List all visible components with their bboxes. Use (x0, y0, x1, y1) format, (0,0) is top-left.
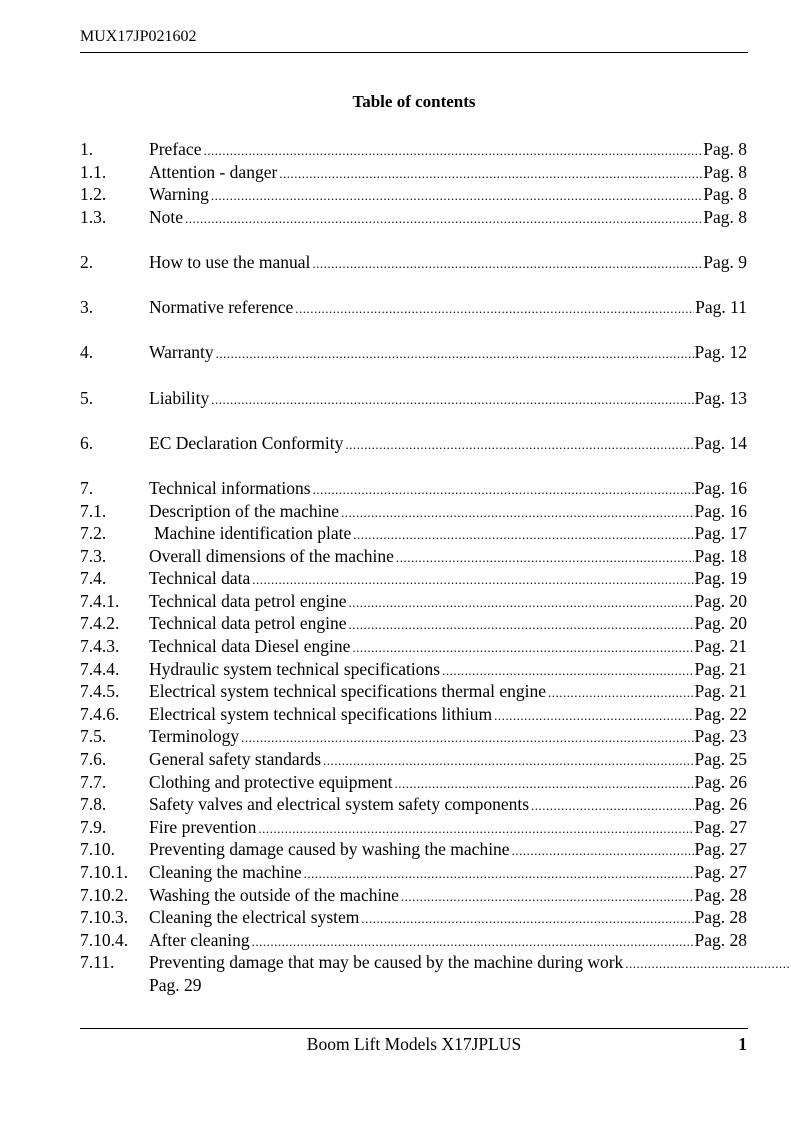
toc-entry[interactable] (80, 861, 747, 884)
toc-entry-page: Pag. 26 (694, 794, 747, 815)
toc-entry-number: 7.9. (80, 816, 107, 837)
toc-entry-number: 7.10.3. (80, 907, 129, 928)
toc-entry-number: 7.4.5. (80, 681, 120, 702)
toc-entry[interactable] (80, 658, 747, 681)
toc-entry[interactable] (80, 612, 747, 635)
toc-leader-dots (323, 750, 693, 773)
toc-entry-page: Pag. 9 (703, 251, 747, 272)
toc-entry-page: Pag. 27 (694, 816, 747, 837)
toc-entry-title: Normative reference (149, 297, 294, 318)
toc-entry-title: Note (149, 206, 184, 227)
toc-leader-dots (531, 795, 693, 818)
toc-leader-dots (258, 818, 693, 841)
toc-entry-title: Cleaning the electrical system (149, 907, 360, 928)
toc-entry-page: Pag. 28 (694, 929, 747, 950)
toc-entry[interactable] (80, 545, 747, 568)
toc-entry[interactable] (80, 387, 747, 410)
footer-rule (80, 1028, 748, 1029)
header-rule (80, 52, 748, 53)
toc-entry-page: Pag. 17 (694, 523, 747, 544)
toc-entry-page: Pag. 8 (703, 161, 747, 182)
table-of-contents (80, 138, 747, 997)
toc-entry-title: EC Declaration Conformity (149, 432, 344, 453)
toc-entry-page: Pag. 8 (703, 184, 747, 205)
toc-entry[interactable] (80, 793, 747, 816)
toc-leader-dots (241, 727, 693, 750)
toc-entry-number: 7.10.4. (80, 929, 129, 950)
toc-entry-title: Warranty (149, 342, 214, 363)
toc-entry[interactable] (80, 951, 747, 996)
toc-leader-dots (353, 524, 693, 547)
toc-leader-dots (401, 886, 694, 909)
toc-leader-dots (361, 908, 693, 931)
toc-entry-page: Pag. 28 (694, 884, 747, 905)
toc-entry-number: 7.4.1. (80, 590, 120, 611)
toc-leader-dots (494, 705, 693, 728)
toc-entry-page: Pag. 27 (694, 862, 747, 882)
toc-entry-number: 7.3. (80, 545, 107, 566)
toc-entry-title: Clothing and protective equipment (149, 771, 393, 792)
toc-leader-dots (349, 614, 694, 637)
toc-entry-title: Preface (149, 139, 202, 159)
toc-entry-number: 7.10. (80, 839, 115, 860)
toc-leader-dots (185, 208, 702, 231)
toc-leader-dots (211, 185, 702, 208)
toc-entry-title: Hydraulic system technical specifications (149, 658, 441, 679)
toc-entry[interactable] (80, 635, 747, 658)
toc-leader-dots (352, 637, 693, 660)
toc-leader-dots (395, 773, 694, 796)
toc-leader-dots (442, 660, 693, 683)
toc-entry[interactable] (80, 341, 747, 364)
toc-leader-dots (313, 479, 694, 502)
toc-entry-title: Warning (149, 184, 209, 205)
toc-leader-dots (548, 682, 694, 705)
toc-entry-title: Technical informations (149, 477, 311, 498)
toc-leader-dots (252, 569, 693, 592)
toc-entry-page: Pag. 21 (694, 658, 747, 679)
toc-entry[interactable] (80, 725, 747, 748)
toc-entry-number: 2. (80, 251, 94, 272)
toc-entry-page: Pag. 14 (694, 432, 747, 453)
page-title: Table of contents (352, 92, 476, 111)
toc-entry-page: Pag. 8 (703, 206, 747, 227)
toc-entry-number: 7.6. (80, 749, 107, 770)
toc-entry-number: 7.4. (80, 568, 107, 589)
footer-title: Boom Lift Models X17JPLUS (306, 1034, 522, 1054)
toc-entry-title: Technical data petrol engine (149, 590, 347, 611)
toc-entry-page: Pag. 28 (694, 907, 747, 928)
toc-entry-page: Pag. 26 (694, 771, 747, 792)
toc-leader-dots (512, 840, 694, 863)
toc-entry-number: 7.2. (80, 523, 107, 544)
toc-entry-page: Pag. 20 (694, 590, 747, 611)
toc-entry-page: Pag. 16 (694, 477, 747, 498)
toc-entry-number: 6. (80, 432, 94, 453)
toc-entry[interactable] (80, 567, 747, 590)
toc-leader-dots (625, 953, 791, 976)
toc-leader-dots (203, 140, 702, 163)
toc-entry-number: 1. (80, 139, 94, 159)
toc-entry[interactable] (80, 703, 747, 726)
toc-entry-page: Pag. 22 (694, 703, 747, 724)
toc-entry-number: 1.3. (80, 206, 107, 227)
toc-entry-page: Pag. 23 (694, 726, 747, 747)
toc-entry-page: Pag. 21 (694, 681, 747, 702)
toc-entry[interactable] (80, 206, 747, 229)
toc-entry-number: 7.8. (80, 794, 107, 815)
toc-entry-page: Pag. 25 (694, 749, 747, 770)
toc-entry[interactable] (80, 477, 747, 500)
toc-entry-page: Pag. 20 (694, 613, 747, 634)
toc-leader-dots (304, 863, 694, 886)
toc-leader-dots (295, 298, 694, 321)
toc-entry-number: 7.10.2. (80, 884, 129, 905)
toc-entry[interactable] (80, 816, 747, 839)
toc-entry-page: Pag. 18 (694, 545, 747, 566)
toc-entry-page: Pag. 11 (695, 297, 747, 318)
document-code: MUX17JP021602 (80, 28, 197, 45)
toc-entry-title: Electrical system technical specifications lithium (149, 703, 493, 724)
toc-entry-page: Pag. 8 (703, 139, 747, 159)
toc-entry[interactable] (80, 161, 747, 184)
toc-entry-title: Technical data Diesel engine (149, 636, 351, 657)
toc-entry-title: Machine identification plate (154, 523, 352, 544)
toc-entry[interactable] (80, 296, 747, 319)
toc-entry-number: 7.4.2. (80, 613, 120, 634)
toc-entry[interactable] (80, 884, 747, 907)
toc-entry-title: Terminology (149, 726, 240, 747)
toc-entry[interactable] (80, 183, 747, 206)
toc-entry-number: 1.1. (80, 161, 107, 182)
toc-entry-number: 3. (80, 297, 94, 318)
toc-entry[interactable] (80, 251, 747, 274)
toc-leader-dots (216, 343, 694, 366)
toc-entry-title: Liability (149, 387, 210, 408)
toc-leader-dots (211, 389, 693, 412)
toc-entry-number: 7.4.4. (80, 658, 120, 679)
toc-entry-title: Preventing damage that may be caused by the machine during work (149, 952, 624, 973)
toc-entry-page: Pag. 12 (694, 342, 747, 363)
toc-leader-dots (252, 931, 694, 954)
toc-entry-title: Safety valves and electrical system safety components (149, 794, 530, 815)
toc-entry[interactable] (80, 680, 747, 703)
toc-entry-title: Attention - danger (149, 161, 278, 182)
toc-entry-title: Technical data (149, 568, 251, 589)
toc-entry-page: Pag. 29 (149, 974, 202, 995)
footer-page-number: 1 (738, 1034, 747, 1054)
toc-leader-dots (279, 163, 702, 186)
toc-entry-title: Fire prevention (149, 816, 257, 837)
toc-entry-title: Washing the outside of the machine (149, 884, 399, 905)
toc-entry[interactable] (80, 771, 747, 794)
toc-entry-number: 4. (80, 342, 94, 363)
toc-leader-dots (396, 547, 694, 570)
toc-leader-dots (349, 592, 694, 615)
toc-entry[interactable] (80, 838, 747, 861)
toc-entry-number: 7.10.1. (80, 862, 129, 882)
toc-entry-number: 1.2. (80, 184, 107, 205)
toc-entry[interactable] (80, 748, 747, 771)
toc-entry[interactable] (80, 432, 747, 455)
toc-entry[interactable] (80, 929, 747, 952)
toc-entry-title: Description of the machine (149, 500, 340, 521)
toc-leader-dots (341, 502, 693, 525)
toc-entry-page: Pag. 21 (694, 636, 747, 657)
toc-entry[interactable] (80, 500, 747, 523)
toc-entry-number: 7.11. (80, 952, 115, 973)
toc-entry[interactable] (80, 906, 747, 929)
toc-entry-page: Pag. 16 (694, 500, 747, 521)
toc-entry[interactable] (80, 138, 747, 161)
toc-entry-title: Electrical system technical specifications thermal engine (149, 681, 546, 702)
toc-entry-page: Pag. 27 (694, 839, 747, 860)
toc-entry-number: 7.1. (80, 500, 107, 521)
toc-entry[interactable] (80, 590, 747, 613)
toc-entry-title: Overall dimensions of the machine (149, 545, 394, 566)
toc-entry-page: Pag. 19 (694, 568, 747, 589)
toc-entry-page: Pag. 13 (694, 387, 747, 408)
toc-entry-number: 7.4.3. (80, 636, 120, 657)
toc-leader-dots (312, 253, 702, 276)
toc-entry-number: 7.5. (80, 726, 107, 747)
toc-leader-dots (345, 434, 693, 457)
toc-entry-title: Cleaning the machine (149, 862, 302, 882)
toc-entry-title: After cleaning (149, 929, 250, 950)
toc-entry-number: 7.4.6. (80, 703, 120, 724)
toc-entry-number: 7.7. (80, 771, 107, 792)
toc-entry[interactable] (80, 522, 747, 545)
toc-entry-title: Preventing damage caused by washing the machine (149, 839, 510, 860)
toc-entry-title: How to use the manual (149, 251, 311, 272)
toc-entry-title: General safety standards (149, 749, 322, 770)
toc-entry-title: Technical data petrol engine (149, 613, 347, 634)
toc-entry-number: 7. (80, 477, 94, 498)
toc-entry-number: 5. (80, 387, 94, 408)
